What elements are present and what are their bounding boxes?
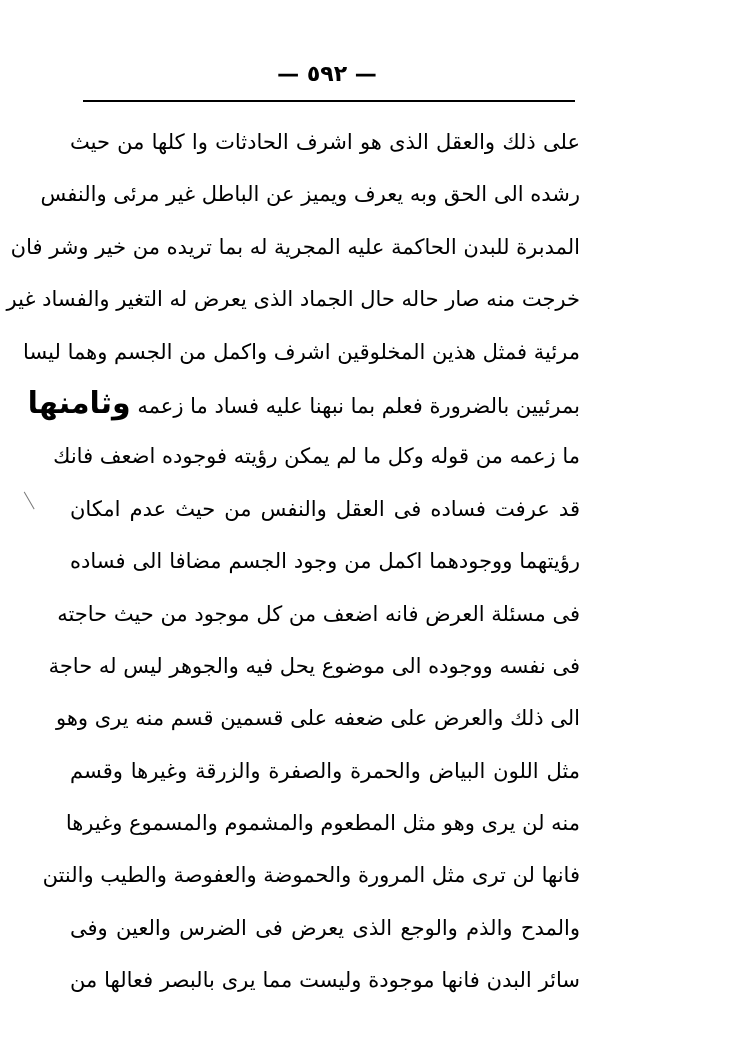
text-line: فى نفسه ووجوده الى موضوع يحل فيه والجوهر ليس له حاجة xyxy=(48,653,580,678)
text-line: الى ذلك والعرض على ضعفه على قسمين قسم منه يرى وهو xyxy=(56,706,580,731)
text-line: مثل اللون البياض والحمرة والصفرة والزرقة وغيرها وقسم xyxy=(70,758,580,783)
text-line: سائر البدن فانها موجودة وليست مما يرى بالبصر فعالها من xyxy=(70,968,580,993)
page-header xyxy=(0,60,744,100)
text-line: منه لن يرى وهو مثل المطعوم والمشموم والمسموع وغيرها xyxy=(65,811,580,836)
page-number: — ٥٩٢ — xyxy=(277,62,377,87)
text-line: قد عرفت فساده فى العقل والنفس من حيث عدم امكان xyxy=(70,496,580,521)
text-line: المدبرة للبدن الحاكمة عليه المجرية له بما تريده من خير وشر فان xyxy=(10,234,580,259)
text-line: مرئية فمثل هذين المخلوقين اشرف واكمل من الجسم وهما ليسا xyxy=(23,339,580,364)
text-line: والمدح والذم والوجع الذى يعرض فى الضرس والعين وفى xyxy=(70,915,580,940)
text-line: على ذلك والعقل الذى هو اشرف الحادثات وا كلها من حيث xyxy=(70,130,580,154)
text-line-with-heading xyxy=(27,380,580,432)
text-line: خرجت منه صار حاله حال الجماد الذى يعرض له التغير والفساد غير xyxy=(6,287,580,312)
header-rule xyxy=(83,100,575,102)
text-line: فانها لن ترى مثل المرورة والحموضة والعفوصة والطيب والنتن xyxy=(42,863,580,888)
text-line: رشده الى الحق وبه يعرف ويميز عن الباطل غير مرئى والنفس xyxy=(40,182,580,207)
text-segment: بمرئيين بالضرورة فعلم بما نبهنا عليه فساد ما زعمه xyxy=(137,393,580,418)
text-line: رؤيتهما ووجودهما اكمل من وجود الجسم مضافا الى فساده xyxy=(70,549,580,574)
text-line: فى مسئلة العرض فانه اضعف من كل موجود من حيث حاجته xyxy=(57,601,580,626)
section-heading: وثامنها xyxy=(27,385,131,421)
margin-mark xyxy=(24,487,44,510)
text-line: ما زعمه من قوله وكل ما لم يمكن رؤيته فوجوده اضعف فانك xyxy=(53,444,580,469)
body-text xyxy=(6,118,580,1009)
